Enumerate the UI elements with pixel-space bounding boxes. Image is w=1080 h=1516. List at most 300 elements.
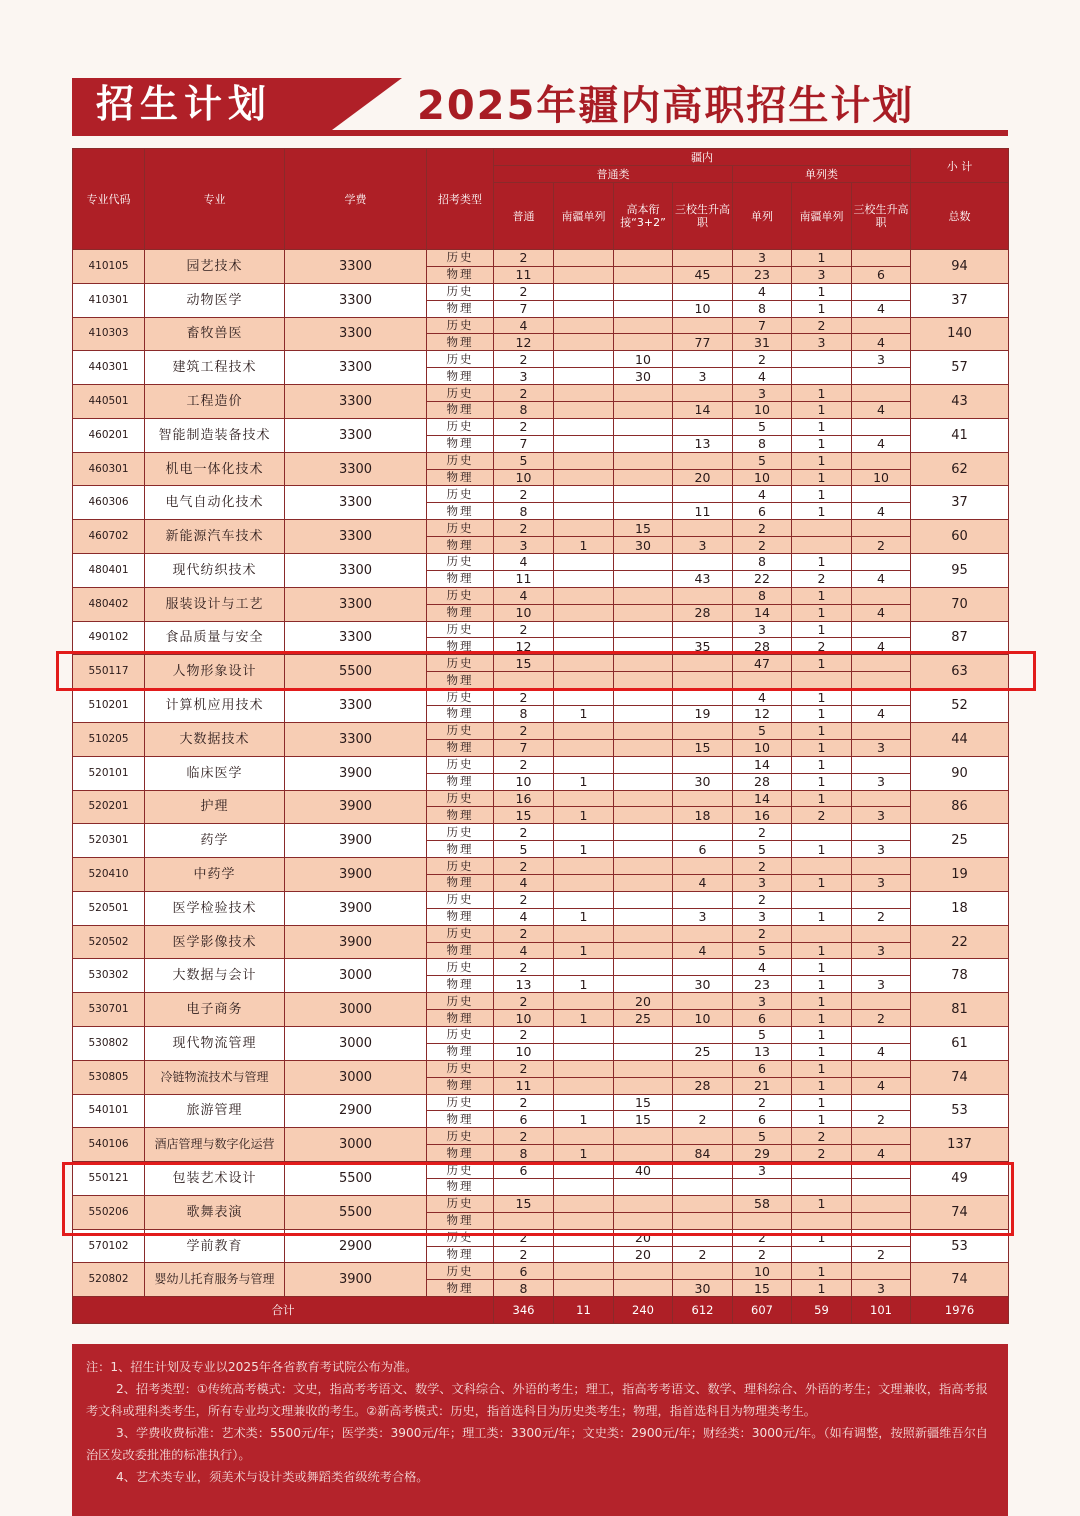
table-row (73, 925, 1009, 942)
quota-cell: 3 (733, 385, 792, 402)
quota-cell: 2 (494, 824, 554, 841)
quota-cell (554, 689, 614, 706)
quota-cell: 2 (733, 824, 792, 841)
quota-cell (673, 858, 733, 875)
quota-cell (614, 874, 673, 891)
table-row (73, 351, 1009, 368)
quota-cell (614, 1043, 673, 1060)
quota-cell: 4 (733, 486, 792, 503)
tuition-fee: 3300 (285, 554, 427, 588)
tuition-fee: 3300 (285, 689, 427, 723)
quota-cell (673, 959, 733, 976)
footer-sum: 346 (494, 1297, 554, 1324)
exam-type: 历史 (427, 587, 494, 604)
quota-cell (614, 790, 673, 807)
exam-type: 物理 (427, 773, 494, 790)
quota-cell (852, 317, 911, 334)
quota-cell (852, 824, 911, 841)
quota-cell: 1 (792, 874, 852, 891)
quota-cell: 13 (494, 976, 554, 993)
quota-cell: 10 (733, 402, 792, 419)
quota-cell (792, 368, 852, 385)
quota-cell: 4 (852, 638, 911, 655)
note-4: 4、艺术类专业，须美术与设计类或舞蹈类省级统考合格。 (116, 1470, 429, 1484)
quota-cell: 4 (494, 942, 554, 959)
quota-cell (852, 993, 911, 1010)
quota-cell (852, 283, 911, 300)
quota-cell (673, 689, 733, 706)
major-name: 医学影像技术 (145, 925, 285, 959)
exam-type: 历史 (427, 452, 494, 469)
quota-cell: 4 (494, 587, 554, 604)
quota-cell: 28 (733, 773, 792, 790)
quota-cell: 1 (792, 790, 852, 807)
exam-type: 物理 (427, 402, 494, 419)
quota-cell: 2 (852, 908, 911, 925)
major-total: 137 (911, 1128, 1009, 1162)
major-name: 医学检验技术 (145, 891, 285, 925)
quota-cell: 3 (733, 250, 792, 267)
table-row (73, 891, 1009, 908)
quota-cell (614, 385, 673, 402)
quota-cell (673, 520, 733, 537)
quota-cell: 11 (494, 1077, 554, 1094)
quota-cell: 6 (494, 1111, 554, 1128)
footer-sum: 240 (614, 1297, 673, 1324)
quota-cell (614, 858, 673, 875)
quota-cell (852, 722, 911, 739)
major-total: 19 (911, 858, 1009, 892)
quota-cell: 1 (792, 250, 852, 267)
quota-cell: 3 (852, 807, 911, 824)
tuition-fee: 3900 (285, 858, 427, 892)
exam-type: 历史 (427, 790, 494, 807)
exam-type: 物理 (427, 1246, 494, 1263)
quota-cell: 4 (494, 317, 554, 334)
major-name: 人物形象设计 (145, 655, 285, 689)
quota-cell: 1 (792, 1263, 852, 1280)
table-row (73, 520, 1009, 537)
major-code: 520201 (73, 790, 145, 824)
quota-cell (554, 1263, 614, 1280)
quota-cell (673, 283, 733, 300)
header-region: 疆内 (494, 149, 911, 166)
quota-cell: 1 (554, 706, 614, 723)
quota-cell: 4 (852, 570, 911, 587)
major-name: 护理 (145, 790, 285, 824)
quota-cell: 4 (852, 1043, 911, 1060)
quota-cell: 1 (554, 1010, 614, 1027)
quota-cell (614, 300, 673, 317)
quota-cell: 4 (852, 1077, 911, 1094)
quota-cell (614, 469, 673, 486)
quota-cell (673, 385, 733, 402)
quota-cell: 2 (494, 520, 554, 537)
major-code: 530701 (73, 993, 145, 1027)
quota-cell: 2 (792, 1128, 852, 1145)
quota-cell (852, 486, 911, 503)
quota-cell (673, 250, 733, 267)
quota-cell (554, 621, 614, 638)
quota-cell: 2 (792, 317, 852, 334)
quota-cell (792, 925, 852, 942)
quota-cell: 4 (733, 689, 792, 706)
quota-cell: 15 (614, 1094, 673, 1111)
quota-cell (614, 739, 673, 756)
major-total: 41 (911, 418, 1009, 452)
major-name: 学前教育 (145, 1229, 285, 1263)
header-col: 南疆单列 (554, 183, 614, 250)
major-name: 工程造价 (145, 385, 285, 419)
quota-cell: 8 (494, 402, 554, 419)
quota-cell: 3 (852, 1280, 911, 1297)
major-total: 43 (911, 385, 1009, 419)
quota-cell: 4 (733, 959, 792, 976)
quota-cell: 8 (494, 1145, 554, 1162)
quota-cell (614, 1263, 673, 1280)
quota-cell: 1 (792, 469, 852, 486)
quota-cell: 1 (792, 1010, 852, 1027)
quota-cell (673, 351, 733, 368)
header-general: 普通类 (494, 166, 733, 183)
quota-cell (554, 368, 614, 385)
quota-cell: 12 (494, 334, 554, 351)
exam-type: 物理 (427, 300, 494, 317)
quota-cell: 2 (733, 925, 792, 942)
tuition-fee: 3300 (285, 621, 427, 655)
quota-cell (614, 1280, 673, 1297)
quota-cell: 25 (673, 1043, 733, 1060)
tuition-fee: 3300 (285, 283, 427, 317)
quota-cell: 2 (792, 1145, 852, 1162)
page-title: 2025年疆内高职招生计划 (417, 83, 915, 129)
quota-cell (614, 317, 673, 334)
quota-cell: 1 (792, 739, 852, 756)
quota-cell: 1 (792, 1077, 852, 1094)
quota-cell: 1 (792, 1060, 852, 1077)
quota-cell: 13 (673, 435, 733, 452)
quota-cell: 2 (733, 351, 792, 368)
quota-cell: 10 (614, 351, 673, 368)
quota-cell: 77 (673, 334, 733, 351)
quota-cell: 58 (733, 1195, 792, 1212)
quota-cell (852, 1060, 911, 1077)
quota-cell: 20 (673, 469, 733, 486)
quota-cell: 1 (792, 655, 852, 672)
tuition-fee: 3900 (285, 1263, 427, 1297)
major-total: 74 (911, 1263, 1009, 1297)
quota-cell (673, 1263, 733, 1280)
quota-cell: 1 (554, 841, 614, 858)
quota-cell: 3 (852, 739, 911, 756)
tuition-fee: 3300 (285, 722, 427, 756)
major-code: 510205 (73, 722, 145, 756)
quota-cell (673, 317, 733, 334)
major-total: 90 (911, 756, 1009, 790)
quota-cell: 13 (733, 1043, 792, 1060)
quota-cell: 2 (494, 858, 554, 875)
quota-cell: 10 (494, 604, 554, 621)
tuition-fee: 3300 (285, 250, 427, 284)
quota-cell (614, 976, 673, 993)
quota-cell: 3 (494, 368, 554, 385)
quota-cell: 3 (673, 537, 733, 554)
quota-cell (554, 1043, 614, 1060)
quota-cell (673, 1026, 733, 1043)
quota-cell: 2 (494, 418, 554, 435)
tuition-fee: 3300 (285, 317, 427, 351)
quota-cell (614, 1128, 673, 1145)
quota-cell (673, 756, 733, 773)
quota-cell (554, 402, 614, 419)
quota-cell: 3 (852, 773, 911, 790)
major-total: 53 (911, 1229, 1009, 1263)
quota-cell: 2 (494, 283, 554, 300)
table-row (73, 317, 1009, 334)
major-total: 62 (911, 452, 1009, 486)
major-name: 包装艺术设计 (145, 1162, 285, 1196)
quota-cell (852, 1263, 911, 1280)
major-total: 52 (911, 689, 1009, 723)
quota-cell: 14 (733, 790, 792, 807)
quota-cell: 4 (852, 1145, 911, 1162)
quota-cell: 1 (792, 402, 852, 419)
quota-cell (792, 1246, 852, 1263)
exam-type: 物理 (427, 537, 494, 554)
major-code: 530805 (73, 1060, 145, 1094)
quota-cell (792, 351, 852, 368)
quota-cell: 8 (733, 554, 792, 571)
quota-cell: 1 (554, 1111, 614, 1128)
exam-type: 物理 (427, 604, 494, 621)
quota-cell: 2 (852, 537, 911, 554)
major-code: 530802 (73, 1026, 145, 1060)
quota-cell: 2 (494, 1246, 554, 1263)
quota-cell: 8 (494, 706, 554, 723)
table-row (73, 689, 1009, 706)
quota-cell (554, 959, 614, 976)
exam-type: 物理 (427, 368, 494, 385)
quota-cell: 1 (792, 1043, 852, 1060)
quota-cell: 1 (792, 993, 852, 1010)
quota-cell: 8 (733, 587, 792, 604)
quota-cell (614, 841, 673, 858)
quota-cell (852, 959, 911, 976)
quota-cell (554, 874, 614, 891)
exam-type: 历史 (427, 418, 494, 435)
quota-cell: 20 (614, 993, 673, 1010)
major-name: 临床医学 (145, 756, 285, 790)
quota-cell: 19 (673, 706, 733, 723)
exam-type: 历史 (427, 1060, 494, 1077)
quota-cell (852, 368, 911, 385)
quota-cell: 15 (614, 1111, 673, 1128)
quota-cell: 8 (494, 1280, 554, 1297)
quota-cell: 7 (494, 739, 554, 756)
quota-cell: 2 (494, 959, 554, 976)
quota-cell (614, 418, 673, 435)
major-code: 480402 (73, 587, 145, 621)
quota-cell (614, 689, 673, 706)
quota-cell (614, 266, 673, 283)
tuition-fee: 3300 (285, 520, 427, 554)
major-name: 现代纺织技术 (145, 554, 285, 588)
major-total: 94 (911, 250, 1009, 284)
exam-type: 物理 (427, 435, 494, 452)
quota-cell: 4 (494, 554, 554, 571)
quota-cell (614, 1145, 673, 1162)
quota-cell: 30 (673, 976, 733, 993)
highlight-box (56, 651, 1036, 691)
quota-cell: 28 (673, 604, 733, 621)
quota-cell: 6 (673, 841, 733, 858)
quota-cell: 5 (733, 452, 792, 469)
tuition-fee: 3300 (285, 486, 427, 520)
quota-cell: 2 (494, 250, 554, 267)
quota-cell: 3 (852, 351, 911, 368)
quota-cell: 2 (852, 1111, 911, 1128)
major-name: 大数据与会计 (145, 959, 285, 993)
major-code: 550121 (73, 1162, 145, 1196)
quota-cell: 28 (673, 1077, 733, 1094)
quota-cell (554, 435, 614, 452)
major-code: 510201 (73, 689, 145, 723)
major-code: 410301 (73, 283, 145, 317)
note-2: 2、招考类型：①传统高考模式：文史，指高考考语文、数学、文科综合、外语的考生；理工，指高考考语文、数学、理科综合、外语的考生；文理兼收，指高考报考文科或理科类考生，所有专业均文理兼收的考生。②新高考模式：历史，指首选科目为历史类考生；物理，指首选科目为物理类考生。 (86, 1382, 988, 1418)
exam-type: 物理 (427, 334, 494, 351)
quota-cell: 10 (852, 469, 911, 486)
table-row (73, 959, 1009, 976)
quota-cell: 23 (733, 266, 792, 283)
quota-cell: 8 (733, 300, 792, 317)
major-code: 480401 (73, 554, 145, 588)
quota-cell: 3 (733, 621, 792, 638)
tuition-fee: 3000 (285, 959, 427, 993)
quota-cell: 6 (733, 1060, 792, 1077)
tuition-fee: 3900 (285, 790, 427, 824)
quota-cell: 2 (673, 1246, 733, 1263)
tuition-fee: 3300 (285, 452, 427, 486)
quota-cell: 1 (792, 841, 852, 858)
quota-cell (554, 1128, 614, 1145)
quota-cell (614, 402, 673, 419)
table-row (73, 1263, 1009, 1280)
major-name: 现代物流管理 (145, 1026, 285, 1060)
quota-cell: 43 (673, 570, 733, 587)
quota-cell: 10 (733, 739, 792, 756)
quota-cell: 3 (792, 266, 852, 283)
quota-cell: 2 (852, 1010, 911, 1027)
quota-cell: 3 (733, 874, 792, 891)
header-col: 普通 (494, 183, 554, 250)
quota-cell: 30 (614, 368, 673, 385)
quota-cell: 2 (494, 385, 554, 402)
major-total: 22 (911, 925, 1009, 959)
quota-cell: 2 (494, 925, 554, 942)
exam-type: 物理 (427, 503, 494, 520)
quota-cell: 2 (733, 1246, 792, 1263)
quota-cell (554, 385, 614, 402)
major-code: 460306 (73, 486, 145, 520)
exam-type: 历史 (427, 756, 494, 773)
header-col: 南疆单列 (792, 183, 852, 250)
quota-cell: 3 (673, 368, 733, 385)
quota-cell (614, 621, 673, 638)
exam-type: 物理 (427, 1280, 494, 1297)
major-code: 410105 (73, 250, 145, 284)
quota-cell (554, 1280, 614, 1297)
quota-cell (673, 891, 733, 908)
quota-cell (554, 925, 614, 942)
exam-type: 物理 (427, 570, 494, 587)
exam-type: 历史 (427, 385, 494, 402)
exam-type: 物理 (427, 807, 494, 824)
quota-cell (614, 756, 673, 773)
table-row (73, 621, 1009, 638)
exam-type: 历史 (427, 1263, 494, 1280)
major-total: 78 (911, 959, 1009, 993)
exam-type: 物理 (427, 1212, 494, 1229)
major-name: 食品质量与安全 (145, 621, 285, 655)
quota-cell: 4 (852, 706, 911, 723)
page-header (72, 78, 1008, 138)
quota-cell (614, 604, 673, 621)
quota-cell: 35 (673, 638, 733, 655)
quota-cell (614, 435, 673, 452)
quota-cell: 16 (494, 790, 554, 807)
exam-type: 历史 (427, 554, 494, 571)
quota-cell (852, 587, 911, 604)
exam-type: 历史 (427, 1162, 494, 1179)
quota-cell (554, 993, 614, 1010)
major-code: 460201 (73, 418, 145, 452)
quota-cell (614, 503, 673, 520)
quota-cell: 18 (673, 807, 733, 824)
major-code: 440301 (73, 351, 145, 385)
major-name: 歌舞表演 (145, 1195, 285, 1229)
quota-cell: 23 (733, 976, 792, 993)
quota-cell (852, 554, 911, 571)
quota-cell (554, 739, 614, 756)
major-name: 机电一体化技术 (145, 452, 285, 486)
quota-cell: 30 (614, 537, 673, 554)
quota-cell (554, 756, 614, 773)
quota-cell (852, 858, 911, 875)
footer-sum: 101 (852, 1297, 911, 1324)
exam-type: 历史 (427, 486, 494, 503)
quota-cell: 2 (494, 1094, 554, 1111)
header-col: 单列 (733, 183, 792, 250)
table-row (73, 486, 1009, 503)
major-code: 540106 (73, 1128, 145, 1162)
quota-cell (673, 418, 733, 435)
quota-cell: 1 (554, 942, 614, 959)
major-name: 婴幼儿托育服务与管理 (145, 1263, 285, 1297)
major-total: 95 (911, 554, 1009, 588)
quota-cell: 6 (852, 266, 911, 283)
quota-cell: 6 (733, 1111, 792, 1128)
quota-cell (614, 925, 673, 942)
quota-cell: 15 (494, 655, 554, 672)
quota-cell: 10 (494, 1043, 554, 1060)
tuition-fee: 5500 (285, 1195, 427, 1229)
exam-type: 历史 (427, 283, 494, 300)
quota-cell: 1 (792, 1280, 852, 1297)
quota-cell (614, 1077, 673, 1094)
table-row (73, 1128, 1009, 1145)
quota-cell: 20 (614, 1246, 673, 1263)
quota-cell: 4 (852, 435, 911, 452)
